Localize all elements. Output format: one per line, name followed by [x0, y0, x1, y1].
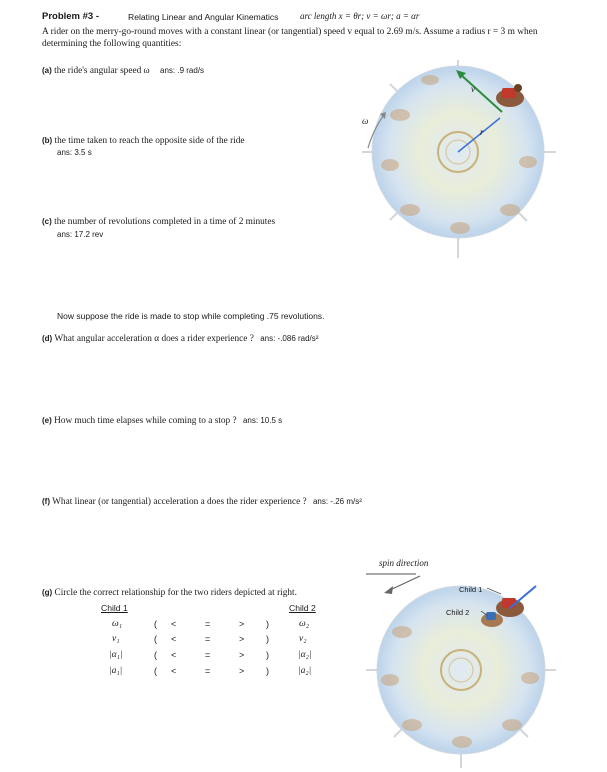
part-d-label: (d)	[42, 334, 53, 343]
part-g-label: (g)	[42, 588, 53, 597]
part-d-text: What angular acceleration α does a rider experience ?	[54, 334, 254, 344]
part-a-text: the ride's angular speed ω	[54, 66, 150, 76]
child2-header: Child 2	[289, 603, 316, 613]
close-paren: )	[266, 634, 269, 644]
part-c-text: the number of revolutions completed in a time of 2 minutes	[54, 217, 276, 227]
part-g-text: Circle the correct relationship for the two riders depicted at right.	[54, 588, 297, 598]
part-c-label: (c)	[42, 217, 52, 226]
equal-option[interactable]: =	[205, 650, 211, 660]
less-than-option[interactable]: <	[171, 634, 177, 644]
part-e-text: How much time elapses while coming to a stop ?	[54, 416, 237, 426]
part-c-answer: ans: 17.2 rev	[57, 230, 104, 239]
equal-option[interactable]: =	[205, 634, 211, 644]
child1-header: Child 1	[101, 603, 128, 613]
row-left-symbol: |a₁|	[109, 666, 123, 676]
part-f-answer: ans: -.26 m/s²	[312, 497, 362, 506]
stop-note: Now suppose the ride is made to stop while completing .75 revolutions.	[57, 311, 325, 321]
part-d-answer: ans: -.086 rad/s²	[260, 334, 319, 343]
part-b	[42, 136, 245, 146]
less-than-option[interactable]: <	[171, 650, 177, 660]
row-right-symbol: ω₂	[299, 619, 310, 629]
row-left-symbol: |α₁|	[109, 650, 123, 660]
open-paren: (	[154, 650, 157, 660]
close-paren: )	[266, 650, 269, 660]
open-paren: (	[154, 666, 157, 676]
part-f	[42, 497, 362, 507]
row-right-symbol: v₂	[299, 634, 307, 644]
part-e-answer: ans: 10.5 s	[242, 416, 283, 425]
less-than-option[interactable]: <	[171, 666, 177, 676]
part-e-label: (e)	[42, 416, 52, 425]
part-a-label: (a)	[42, 66, 52, 75]
open-paren: (	[154, 619, 157, 629]
row-left-symbol: v₁	[112, 634, 120, 644]
radius-label: r	[480, 127, 484, 137]
part-f-label: (f)	[42, 497, 50, 506]
merry-go-round-figure-2	[360, 570, 600, 770]
equal-option[interactable]: =	[205, 619, 211, 629]
greater-than-option[interactable]: >	[239, 634, 245, 644]
velocity-label: v	[471, 84, 475, 94]
child-1-label: Child 1	[459, 585, 483, 594]
part-d	[42, 334, 318, 344]
spin-direction-label: spin direction	[379, 558, 429, 568]
part-b-text: the time taken to reach the opposite side of the ride	[54, 136, 245, 146]
close-paren: )	[266, 619, 269, 629]
greater-than-option[interactable]: >	[239, 650, 245, 660]
omega-label: ω	[362, 116, 369, 126]
formulas: arc length x = θr; v = ωr; a = αr	[300, 11, 420, 21]
equal-option[interactable]: =	[205, 666, 211, 676]
row-right-symbol: |α₂|	[298, 650, 312, 660]
part-e	[42, 416, 282, 426]
part-b-answer: ans: 3.5 s	[57, 148, 92, 157]
problem-topic: Relating Linear and Angular Kinematics	[128, 11, 279, 22]
part-b-label: (b)	[42, 136, 53, 145]
part-g	[42, 588, 297, 598]
less-than-option[interactable]: <	[171, 619, 177, 629]
row-right-symbol: |a₂|	[298, 666, 312, 676]
merry-go-round-figure-1	[360, 60, 600, 265]
part-a-answer: ans: .9 rad/s	[160, 66, 205, 75]
close-paren: )	[266, 666, 269, 676]
row-left-symbol: ω₁	[112, 619, 123, 629]
open-paren: (	[154, 634, 157, 644]
part-c	[42, 217, 275, 227]
part-a	[42, 66, 204, 76]
problem-statement: A rider on the merry-go-round moves with a constant linear (or tangential) speed v equal to 2.69 m/s. Assume a radius r = 3 m when determining the following quantities:	[42, 27, 538, 49]
child-2-label: Child 2	[446, 608, 470, 617]
part-f-text: What linear (or tangential) acceleration a does the rider experience ?	[52, 497, 307, 507]
greater-than-option[interactable]: >	[239, 619, 245, 629]
greater-than-option[interactable]: >	[239, 666, 245, 676]
problem-number: Problem #3 -	[42, 11, 100, 22]
